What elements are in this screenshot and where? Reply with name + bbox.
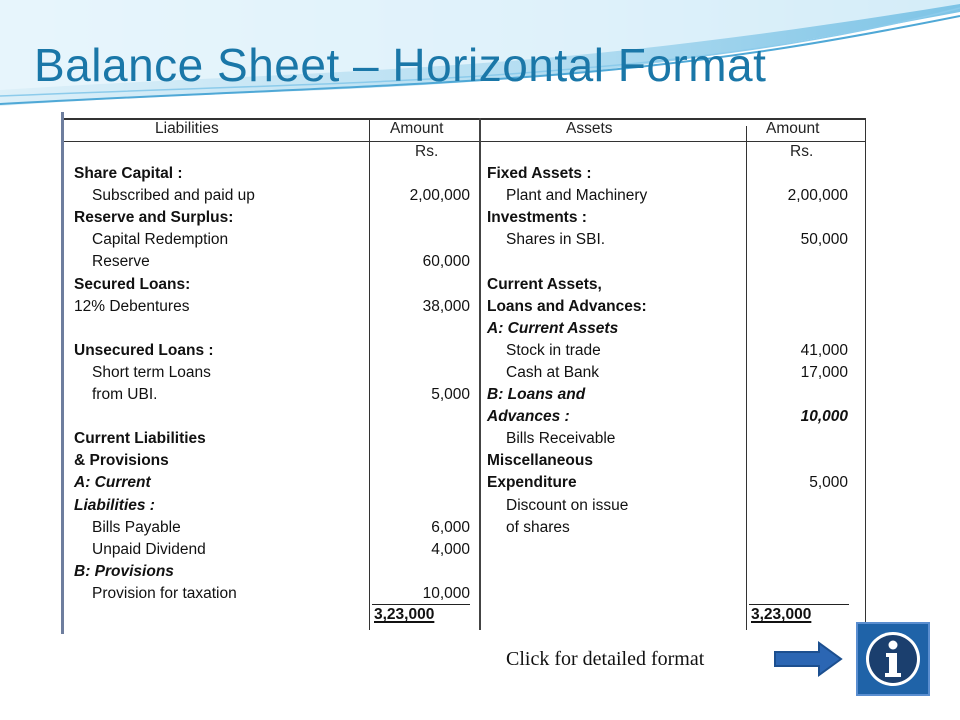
arrow-right-icon xyxy=(773,640,845,678)
asset-label: Shares in SBI. xyxy=(506,231,606,249)
liability-label: Liabilities : xyxy=(74,496,155,514)
column-divider xyxy=(746,126,747,630)
asset-label: Stock in trade xyxy=(506,341,601,359)
total-rule-left xyxy=(372,604,470,605)
liability-label: Subscribed and paid up xyxy=(92,187,255,205)
total-liabilities: 3,23,000 xyxy=(374,606,435,623)
liability-amount: 6,000 xyxy=(431,518,470,536)
liability-label: Share Capital : xyxy=(74,165,183,182)
asset-label: Plant and Machinery xyxy=(506,187,648,205)
liability-amount: 38,000 xyxy=(422,297,470,315)
asset-amount: 17,000 xyxy=(800,363,848,381)
liability-label: Unsecured Loans : xyxy=(74,341,214,359)
asset-amount: 41,000 xyxy=(800,341,848,359)
liability-label: Short term Loans xyxy=(92,363,211,381)
asset-label: Miscellaneous xyxy=(487,452,593,470)
liability-label: from UBI. xyxy=(92,386,158,403)
currency-right: Rs. xyxy=(790,143,814,160)
header-assets: Assets xyxy=(566,120,613,137)
asset-label: Bills Receivable xyxy=(506,430,616,448)
liability-amount: 60,000 xyxy=(422,253,470,271)
column-divider-center xyxy=(479,118,481,630)
info-button[interactable] xyxy=(856,622,930,696)
slide-title: Balance Sheet – Horizontal Format xyxy=(34,39,767,91)
table-left-border xyxy=(61,112,64,634)
liability-amount: 2,00,000 xyxy=(409,187,470,205)
asset-label: Discount on issue xyxy=(506,496,629,514)
asset-amount: 10,000 xyxy=(800,408,848,426)
info-icon xyxy=(858,624,928,694)
liability-label: Unpaid Dividend xyxy=(92,540,206,558)
liability-label: B: Provisions xyxy=(74,562,174,580)
header-amount-left: Amount xyxy=(390,120,444,137)
liability-label: Provision for taxation xyxy=(92,584,237,602)
currency-left: Rs. xyxy=(415,143,439,160)
asset-label: Advances : xyxy=(487,408,570,426)
asset-amount: 5,000 xyxy=(809,474,848,492)
liability-label: Reserve and Surplus: xyxy=(74,209,234,227)
liability-label: Capital Redemption xyxy=(92,231,229,249)
asset-label: B: Loans and xyxy=(487,386,586,403)
asset-label: of shares xyxy=(506,518,570,536)
total-assets: 3,23,000 xyxy=(751,606,812,623)
detailed-format-link[interactable]: Click for detailed format xyxy=(506,648,705,670)
asset-label: Cash at Bank xyxy=(506,363,600,381)
liability-label: & Provisions xyxy=(74,452,169,470)
column-divider xyxy=(865,118,866,630)
liability-label: 12% Debentures xyxy=(74,297,190,315)
total-rule-right xyxy=(749,604,849,605)
asset-label: Loans and Advances: xyxy=(487,297,647,315)
asset-label: Investments : xyxy=(487,209,587,227)
liability-label: A: Current xyxy=(74,474,151,492)
asset-label: A: Current Assets xyxy=(487,319,619,337)
header-amount-right: Amount xyxy=(766,120,820,137)
column-divider xyxy=(369,118,370,630)
liability-label: Current Liabilities xyxy=(74,430,206,448)
liability-label: Secured Loans: xyxy=(74,275,191,293)
asset-label: Current Assets, xyxy=(487,275,602,293)
asset-amount: 2,00,000 xyxy=(787,187,848,205)
asset-amount: 50,000 xyxy=(800,231,848,249)
liability-label: Bills Payable xyxy=(92,518,181,536)
liability-label: Reserve xyxy=(92,253,150,271)
liability-amount: 5,000 xyxy=(431,386,470,403)
liability-amount: 4,000 xyxy=(431,540,470,558)
asset-label: Expenditure xyxy=(487,474,577,492)
header-liabilities: Liabilities xyxy=(155,120,219,137)
liability-amount: 10,000 xyxy=(422,584,470,602)
asset-label: Fixed Assets : xyxy=(487,165,592,182)
